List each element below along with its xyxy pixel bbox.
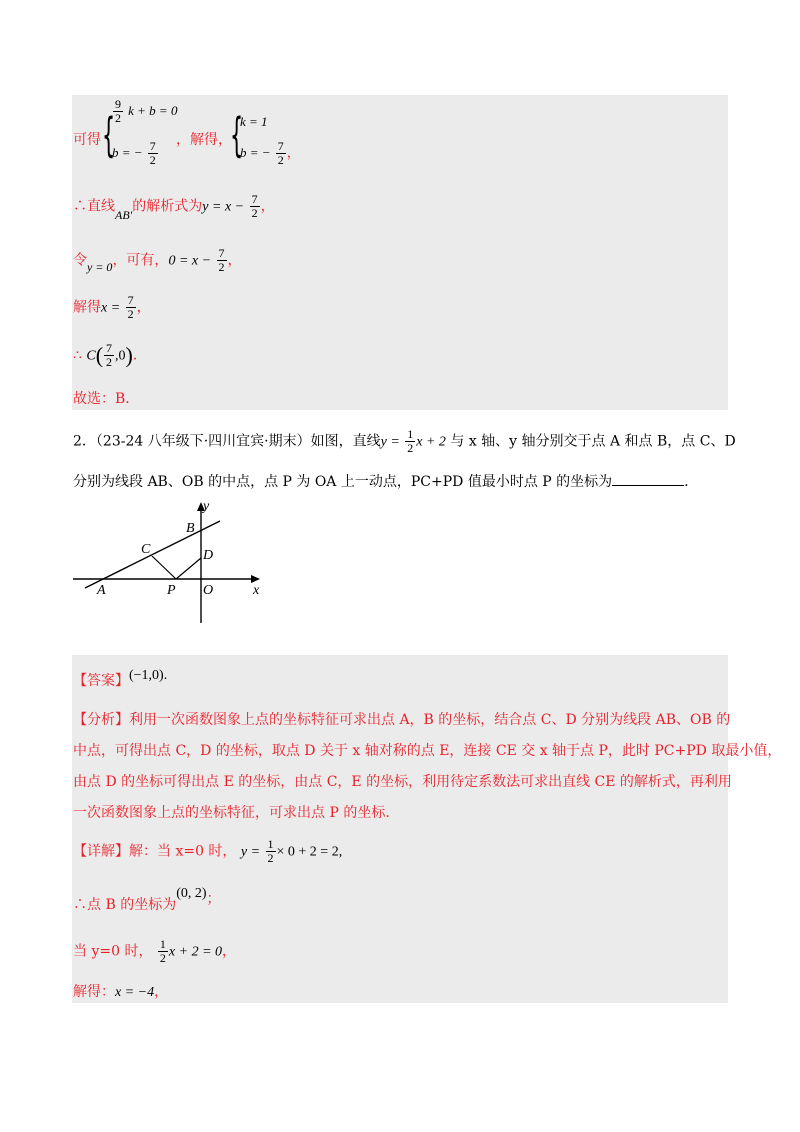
system1-eq1: $\frac{9}{2}$ k + b = 0 [115, 97, 178, 125]
analysis-line-4: 一次函数图象上点的坐标特征，可求出点 P 的坐标. [73, 805, 390, 821]
line-point-c: ∴ C( $\frac{7}{2}$ ,0)． [73, 341, 147, 369]
answer-line: 【答案】(−1,0). [73, 668, 168, 689]
label-o: O [203, 583, 214, 598]
text-keyi: 可得 [73, 132, 101, 148]
text-jiede: ，解得， [176, 132, 232, 148]
label-b: B [186, 521, 195, 536]
question-2-line-2: 分别为线段 AB、OB 的中点，点 P 为 OA 上一动点，PC+PD 值最小时点 P 的坐标为 . [73, 471, 689, 491]
system2-eq1: k = 1 [240, 114, 268, 129]
x-axis-arrow [251, 575, 260, 583]
line-ab [85, 521, 220, 588]
label-p: P [167, 583, 176, 598]
coordinate-figure [70, 495, 270, 625]
system2-eq2: b = − $\frac{7}{2}$ ， [240, 139, 300, 167]
detail-line-4: 解得：x = −4， [73, 984, 169, 1000]
segment-cp [152, 556, 176, 579]
label-x: x [253, 583, 260, 598]
answer-blank [612, 471, 684, 486]
detail-line-2: ∴点 B 的坐标为(0, 2)； [73, 886, 221, 913]
detail-line-3: 当 y=0 时， $\frac{1}{2}$ x + 2 = 0， [73, 937, 237, 965]
line-analytic-expression: ∴直线AB′的解析式为y = x − $\frac{7}{2}$ ， [73, 192, 275, 222]
analysis-line-3: 由点 D 的坐标可得出点 E 的坐标，由点 C，E 的坐标，利用待定系数法可求出直线 CE 的解析式，再利用 [73, 774, 732, 790]
line-let-y0: 令y = 0，可有，0 = x − $\frac{7}{2}$ ， [73, 246, 242, 274]
analysis-line-1: 【分析】利用一次函数图象上点的坐标特征可求出点 A，B 的坐标，结合点 C、D 分别为线段 AB、OB 的 [73, 712, 731, 728]
line-choice: 故选：B． [73, 391, 140, 407]
detail-line-1: 【详解】解：当 x=0 时， y = $\frac{1}{2}$ × 0 + 2 = 2, [73, 837, 343, 865]
label-a: A [97, 583, 106, 598]
left-brace-2: { [230, 108, 244, 162]
label-d: D [203, 548, 214, 563]
label-c: C [141, 542, 151, 557]
label-y: y [203, 499, 210, 514]
left-brace-1: { [102, 108, 116, 162]
analysis-line-2: 中点，可得出点 C，D 的坐标，取点 D 关于 x 轴对称的点 E，连接 CE 交 x 轴于点 P，此时 PC+PD 取最小值， [73, 743, 782, 759]
question-2-line-1: 2．（23-24 八年级下·四川宜宾·期末）如图，直线y = $\frac{1}{2}$ x + 2 与 x 轴、y 轴分别交于点 A 和点 B，点 C、D [73, 427, 736, 455]
system1-eq2: b = − $\frac{7}{2}$ [112, 139, 156, 167]
line-solve-x: 解得x = $\frac{7}{2}$ ， [73, 293, 151, 321]
segment-pd [176, 558, 201, 579]
